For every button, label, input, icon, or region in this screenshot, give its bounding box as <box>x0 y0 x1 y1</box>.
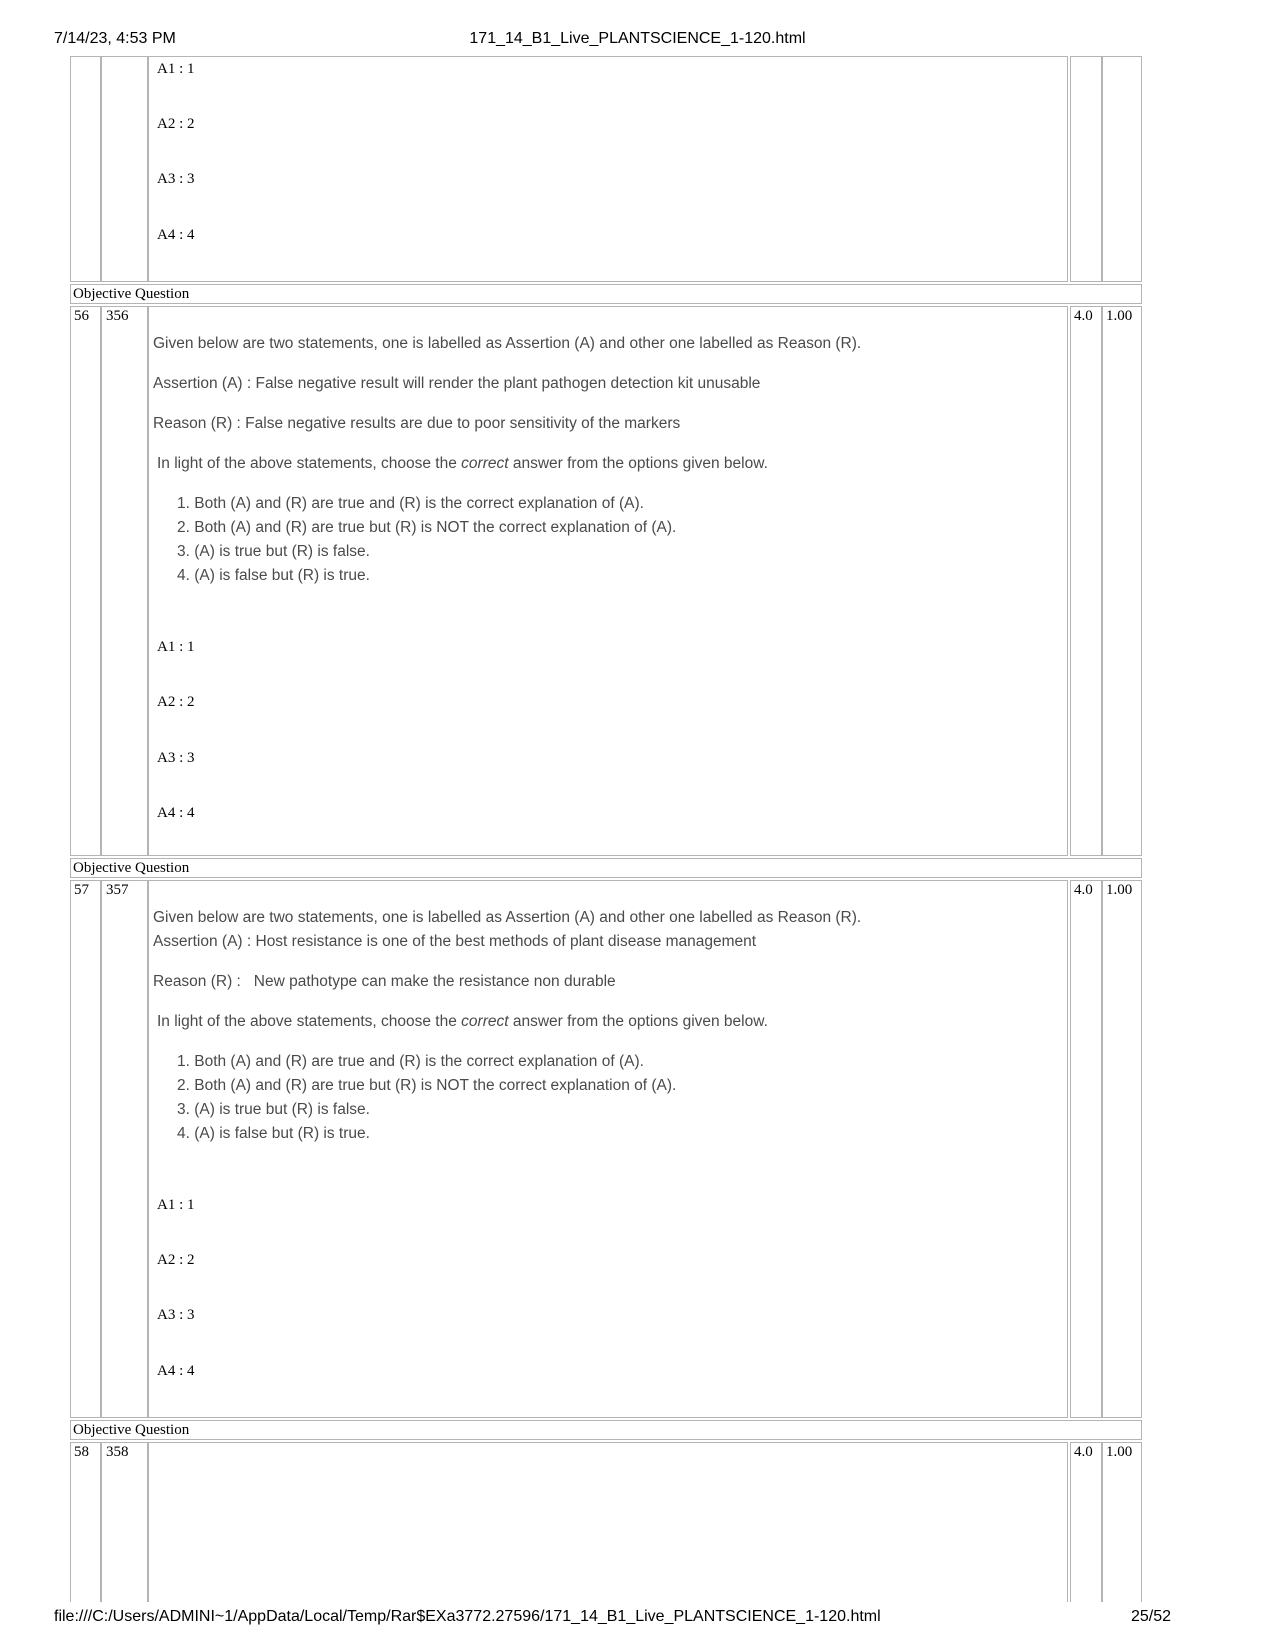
question-body <box>148 1442 1068 1602</box>
print-title: 171_14_B1_Live_PLANTSCIENCE_1-120.html <box>469 30 806 47</box>
assertion-text: Assertion (A) : Host resistance is one of the best methods of plant disease management <box>153 933 757 950</box>
answer-option: A3 : 3 <box>157 750 195 766</box>
question-body <box>148 306 1068 856</box>
prev-sno-cell <box>70 56 101 282</box>
prev-neg-cell <box>1102 56 1142 282</box>
answer-option: A2 : 2 <box>157 116 195 132</box>
list-item: 2. Both (A) and (R) are true but (R) is NOT the correct explanation of (A). <box>177 519 677 536</box>
question-marks: 4.0 <box>1070 880 1102 1418</box>
question-negative-marks: 1.00 <box>1102 306 1142 856</box>
list-item: 2. Both (A) and (R) are true but (R) is NOT the correct explanation of (A). <box>177 1077 677 1094</box>
answer-option: A2 : 2 <box>157 1252 195 1268</box>
section-label: Objective Question <box>70 1420 1142 1440</box>
list-item: 1. Both (A) and (R) are true and (R) is the correct explanation of (A). <box>177 1053 644 1070</box>
reason-text: Reason (R) : New pathotype can make the resistance non durable <box>153 973 616 990</box>
instruction-text: In light of the above statements, choose the correct answer from the options given below. <box>157 455 768 472</box>
section-label: Objective Question <box>70 858 1142 878</box>
question-id: 356 <box>101 306 148 856</box>
answer-option: A3 : 3 <box>157 171 195 187</box>
prev-question-cell <box>148 56 1068 282</box>
question-body <box>148 880 1068 1418</box>
print-footer <box>0 1608 1275 1630</box>
list-item: 4. (A) is false but (R) is true. <box>177 567 370 584</box>
answer-option: A2 : 2 <box>157 694 195 710</box>
answer-option: A1 : 1 <box>157 61 195 77</box>
question-sno: 58 <box>70 1442 101 1602</box>
question-sno: 56 <box>70 306 101 856</box>
list-item: 4. (A) is false but (R) is true. <box>177 1125 370 1142</box>
question-sheet <box>70 58 1206 1595</box>
question-marks: 4.0 <box>1070 306 1102 856</box>
reason-text: Reason (R) : False negative results are due to poor sensitivity of the markers <box>153 415 681 432</box>
question-negative-marks: 1.00 <box>1102 880 1142 1418</box>
answer-option: A1 : 1 <box>157 1197 195 1213</box>
instruction-text: In light of the above statements, choose the correct answer from the options given below. <box>157 1013 768 1030</box>
question-id: 357 <box>101 880 148 1418</box>
page-number: 25/52 <box>1130 1608 1171 1625</box>
answer-option: A1 : 1 <box>157 639 195 655</box>
list-item: 3. (A) is true but (R) is false. <box>177 543 370 560</box>
statement-intro: Given below are two statements, one is labelled as Assertion (A) and other one labelled as Reason (R). <box>153 909 862 926</box>
print-datetime: 7/14/23, 4:53 PM <box>54 30 176 47</box>
assertion-text: Assertion (A) : False negative result will render the plant pathogen detection kit unusable <box>153 375 761 392</box>
question-marks: 4.0 <box>1070 1442 1102 1602</box>
list-item: 1. Both (A) and (R) are true and (R) is the correct explanation of (A). <box>177 495 644 512</box>
statement-intro: Given below are two statements, one is labelled as Assertion (A) and other one labelled as Reason (R). <box>153 335 862 352</box>
section-label: Objective Question <box>70 284 1142 304</box>
answer-option: A4 : 4 <box>157 805 195 821</box>
answer-option: A4 : 4 <box>157 1363 195 1379</box>
list-item: 3. (A) is true but (R) is false. <box>177 1101 370 1118</box>
prev-qid-cell <box>101 56 148 282</box>
question-negative-marks: 1.00 <box>1102 1442 1142 1602</box>
print-file-path: file:///C:/Users/ADMINI~1/AppData/Local/Temp/Rar$EXa3772.27596/171_14_B1_Live_PLANTSCIENCE_1-120.html <box>54 1608 881 1625</box>
prev-marks-cell <box>1070 56 1102 282</box>
question-sno: 57 <box>70 880 101 1418</box>
print-header <box>0 30 1275 52</box>
answer-option: A3 : 3 <box>157 1307 195 1323</box>
question-id: 358 <box>101 1442 148 1602</box>
answer-option: A4 : 4 <box>157 227 195 243</box>
